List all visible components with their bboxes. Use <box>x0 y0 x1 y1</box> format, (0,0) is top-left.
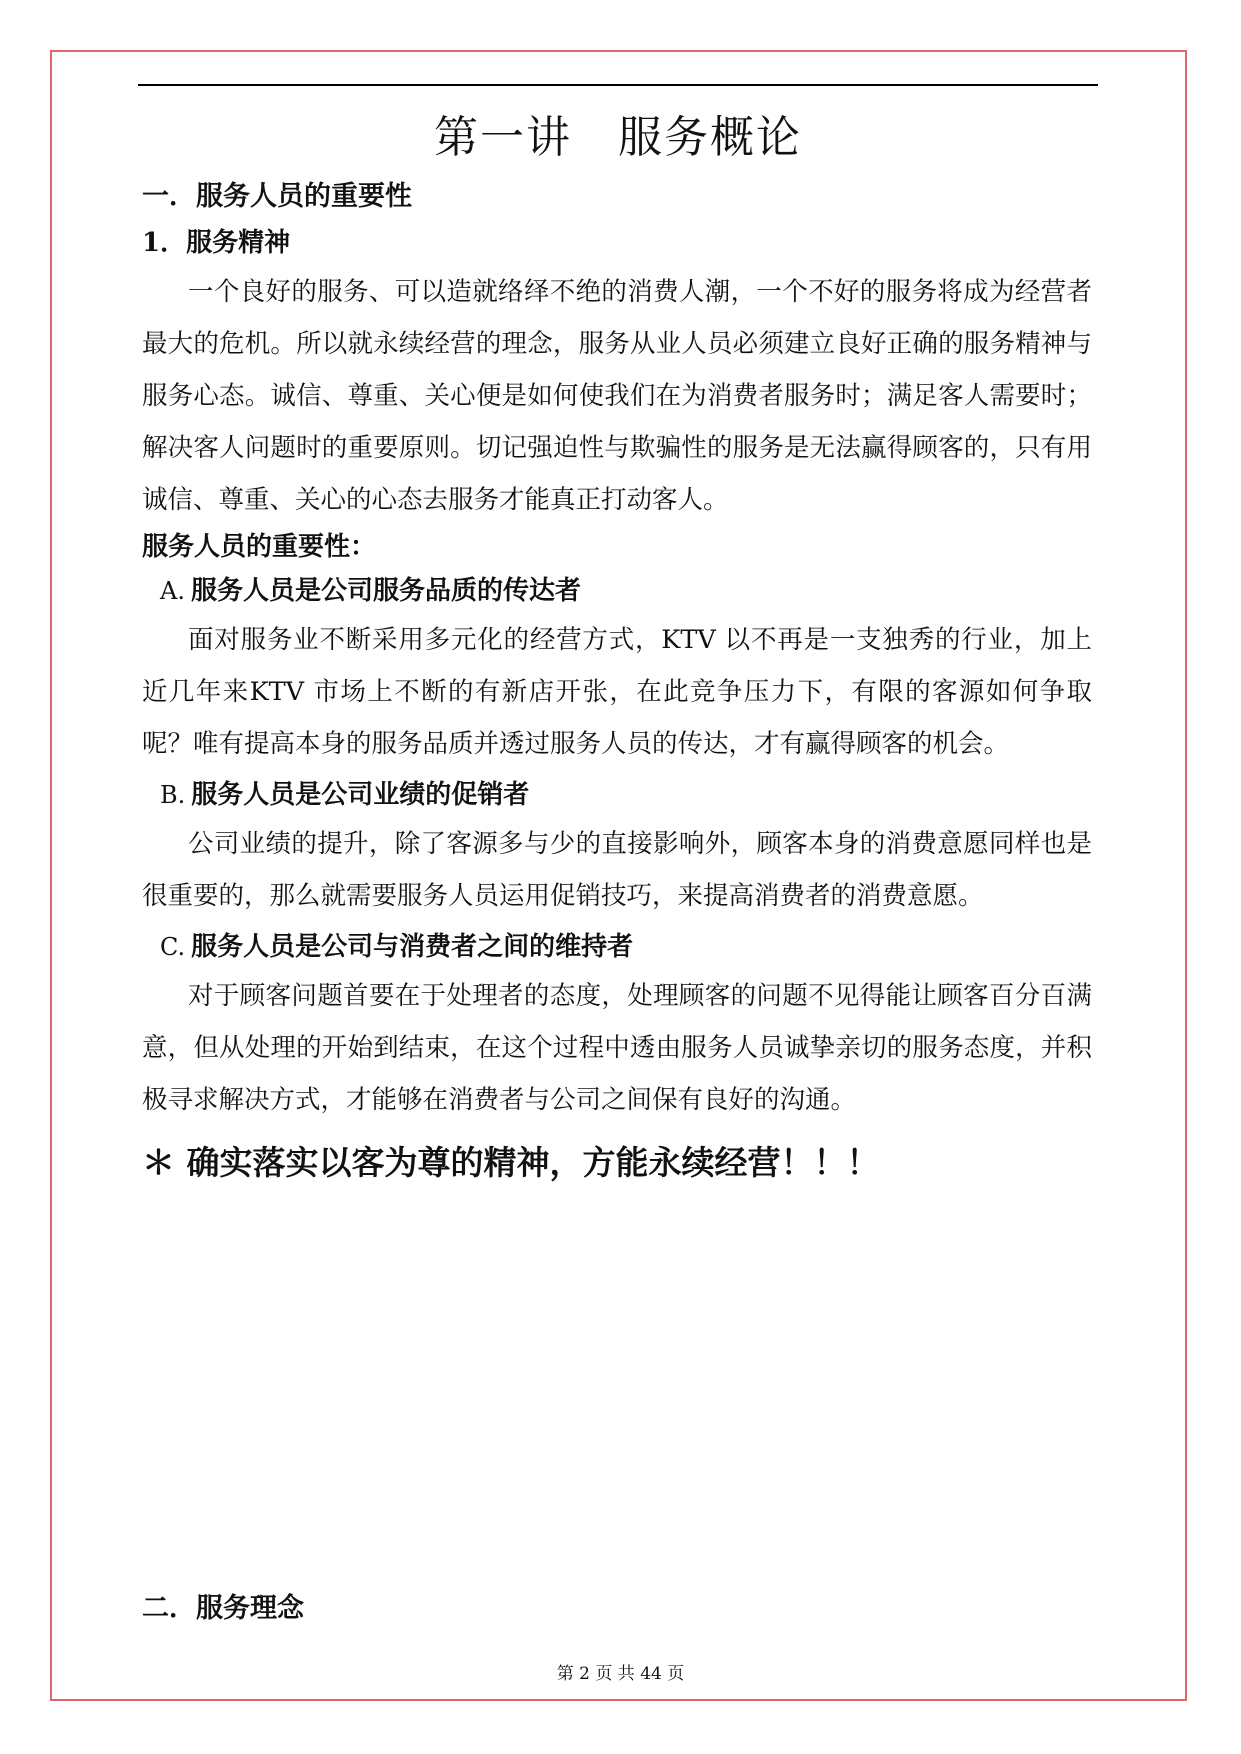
item-title-a: 服务人员是公司服务品质的传达者 <box>190 576 581 606</box>
section-heading-service-philosophy: 二．服务理念 <box>142 1593 304 1624</box>
page-footer: 第 2 页 共 44 页 <box>556 1664 685 1684</box>
subsection-heading-service-spirit: 1．服务精神 <box>142 228 291 258</box>
page-title: 第一讲 服务概论 <box>434 112 802 163</box>
item-letter-a: A. <box>160 577 185 605</box>
item-paragraph-c: 对于顾客问题首要在于处理者的态度，处理顾客的问题不见得能让顾客百分百满意，但从处理的开始到结束，在这个过程中透由服务人员诚挚亲切的服务态度，并积极寻求解决方式，才能够在消费者与公司之间保有良好的沟通。 <box>142 981 1092 1115</box>
item-title-c: 服务人员是公司与消费者之间的维持者 <box>191 932 634 962</box>
document-body <box>142 178 1092 1188</box>
section-heading-importance: 一．服务人员的重要性 <box>142 181 412 212</box>
item-heading-c <box>160 928 1092 966</box>
item-heading-b <box>160 776 1092 814</box>
importance-subheading: 服务人员的重要性： <box>142 532 377 562</box>
emphasis-statement: ＊ 确实落实以客为尊的精神，方能永续经营！！！ <box>142 1143 880 1182</box>
item-title-b: 服务人员是公司业绩的促销者 <box>191 780 530 810</box>
item-letter-b: B. <box>160 781 186 809</box>
item-paragraph-a: 面对服务业不断采用多元化的经营方式，KTV 以不再是一支独秀的行业，加上近几年来KTV 市场上不断的有新店开张，在此竞争压力下，有限的客源如何争取呢？唯有提高本身的服务品质并透过服务人员的传达，才有赢得顾客的机会。 <box>142 625 1092 759</box>
item-paragraph-b: 公司业绩的提升，除了客源多与少的直接影响外，顾客本身的消费意愿同样也是很重要的，那么就需要服务人员运用促销技巧，来提高消费者的消费意愿。 <box>142 829 1092 911</box>
paragraph-service-spirit: 一个良好的服务、可以造就络绎不绝的消费人潮，一个不好的服务将成为经营者最大的危机。所以就永续经营的理念，服务从业人员必须建立良好正确的服务精神与服务心态。诚信、尊重、关心便是如何使我们在为消费者服务时；满足客人需要时；解决客人问题时的重要原则。切记强迫性与欺骗性的服务是无法赢得顾客的，只有用诚信、尊重、关心的心态去服务才能真正打动客人。 <box>142 277 1092 515</box>
item-letter-c: C. <box>160 933 186 961</box>
header-rule <box>138 84 1098 86</box>
item-heading-a <box>160 572 1092 610</box>
